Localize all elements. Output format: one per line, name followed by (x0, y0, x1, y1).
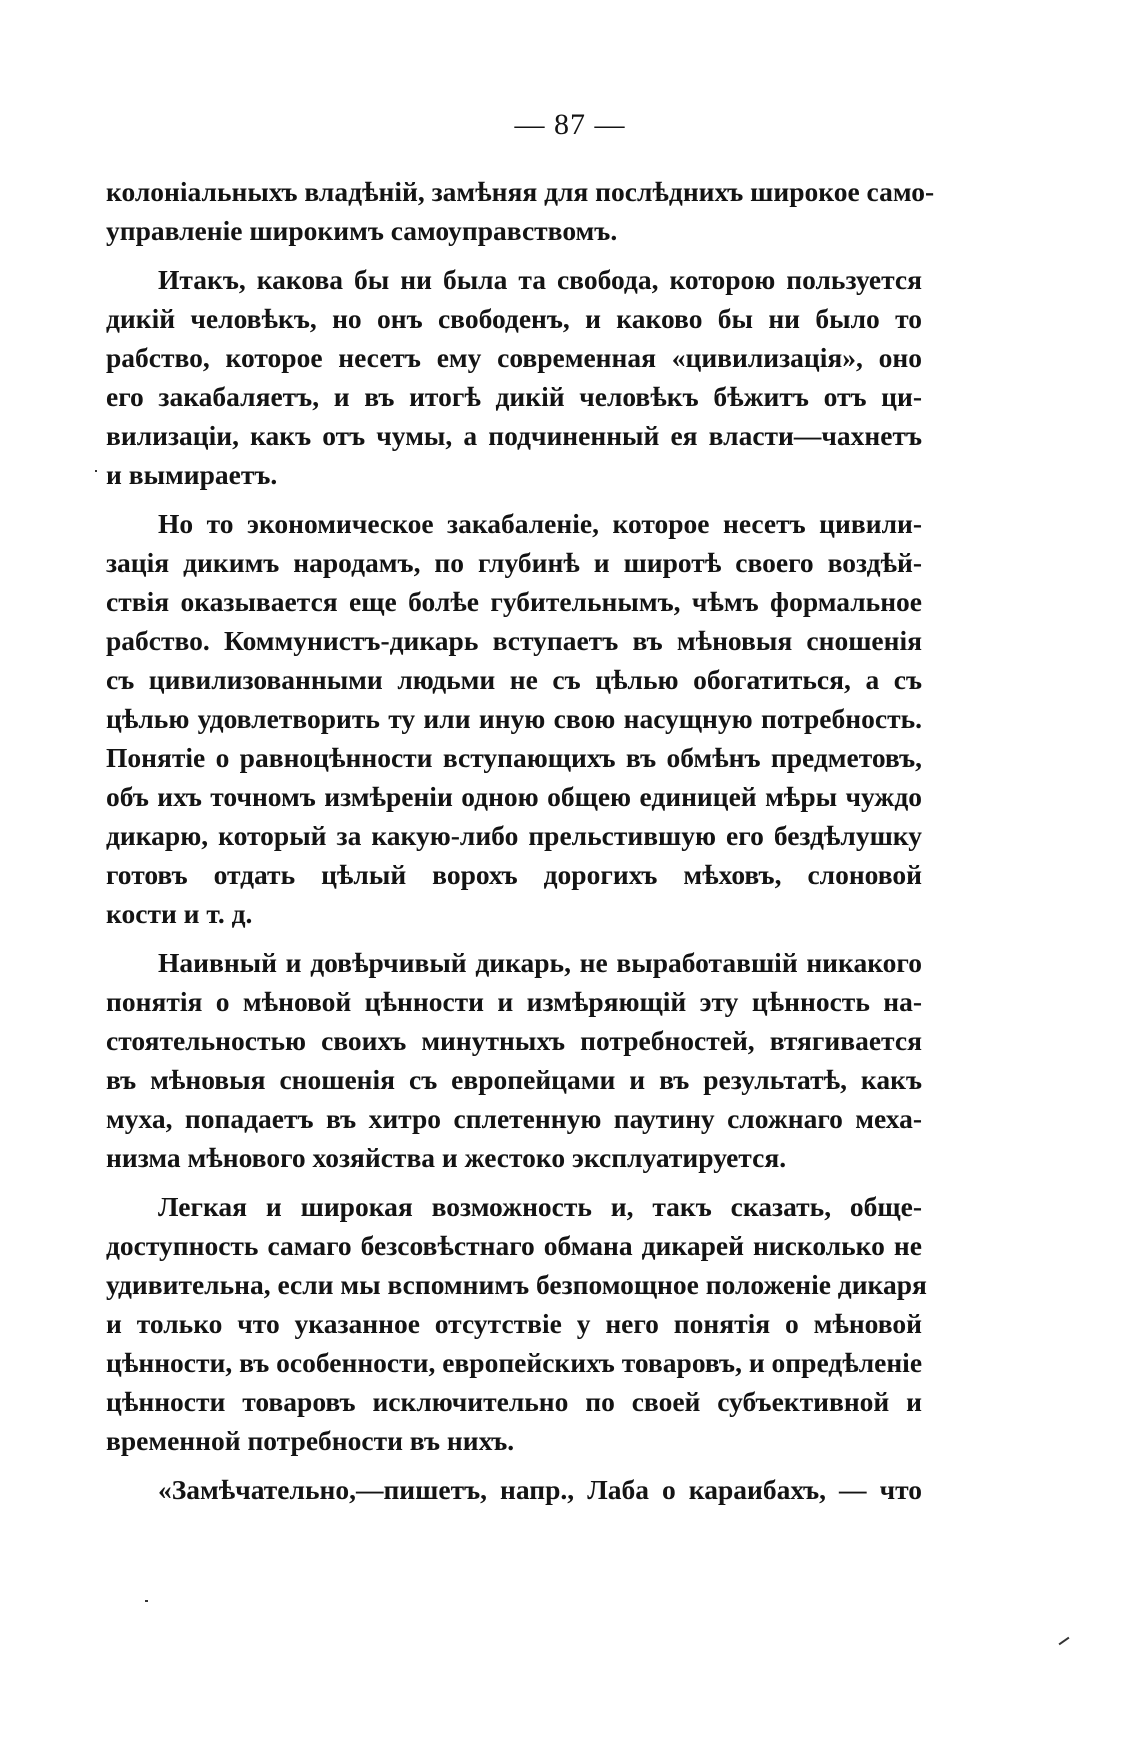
text-line: и вымираетъ. (106, 459, 278, 490)
text-line: цѣнности, въ особенности, европейскихъ товаровъ, и опредѣленіе (106, 1347, 923, 1378)
paragraph (106, 943, 922, 1177)
text-line: Понятіе о равноцѣнности вступающихъ въ обмѣнъ предметовъ, (106, 742, 922, 773)
text-line: муха, попадаетъ въ хитро сплетенную паутину сложнаго меха- (106, 1103, 922, 1134)
paragraph (106, 260, 922, 494)
text-line: колоніальныхъ владѣній, замѣняя для послѣднихъ широкое само- (106, 176, 935, 207)
text-line: временной потребности въ нихъ. (106, 1425, 515, 1456)
paragraph (106, 504, 922, 933)
text-line: Наивный и довѣрчивый дикарь, не выработавшій никакого (158, 947, 922, 978)
text-line: дикій человѣкъ, но онъ свободенъ, и каково бы ни было то (106, 303, 922, 334)
text-line: въ мѣновыя сношенія съ европейцами и въ результатѣ, какъ (106, 1064, 922, 1095)
text-line: объ ихъ точномъ измѣреніи одною общею единицей мѣры чуждо (106, 781, 922, 812)
text-line: цѣлью удовлетворить ту или иную свою насущную потребность. (106, 703, 922, 734)
text-line: понятія о мѣновой цѣнности и измѣряющій эту цѣнность на- (106, 986, 922, 1017)
text-line: дикарю, который за какую-либо прельстившую его бездѣлушку (106, 820, 922, 851)
scan-speck (145, 1600, 148, 1602)
text-line: Но то экономическое закабаленіе, которое несетъ цивили- (158, 508, 922, 539)
text-line: Итакъ, какова бы ни была та свобода, которою пользуется (158, 264, 922, 295)
body-text (106, 172, 935, 1509)
text-line: вилизаціи, какъ отъ чумы, а подчиненный ея власти—чахнетъ (106, 420, 922, 451)
text-line: его закабаляетъ, и въ итогѣ дикій человѣкъ бѣжитъ отъ ци- (106, 381, 922, 412)
text-line: готовъ отдать цѣлый ворохъ дорогихъ мѣховъ, слоновой (106, 859, 922, 890)
text-line: зація дикимъ народамъ, по глубинѣ и широтѣ своего воздѣй- (106, 547, 922, 578)
text-line: Легкая и широкая возможность и, такъ сказать, обще- (158, 1191, 922, 1222)
page-number: — 87 — (514, 108, 626, 141)
text-line: рабство, которое несетъ ему современная «цивилизація», оно (106, 342, 922, 373)
text-line: удивительна, если мы вспомнимъ безпомощное положеніе дикаря (106, 1269, 927, 1300)
scan-speck (1059, 1637, 1070, 1646)
text-line: низма мѣнового хозяйства и жестоко эксплуатируется. (106, 1142, 787, 1173)
scan-speck (95, 470, 97, 472)
text-line: стоятельностью своихъ минутныхъ потребностей, втягивается (106, 1025, 922, 1056)
text-line: «Замѣчательно,—пишетъ, напр., Лаба о караибахъ, — что (158, 1474, 922, 1505)
text-line: кости и т. д. (106, 898, 253, 929)
text-line: доступность самаго безсовѣстнаго обмана дикарей нисколько не (106, 1230, 922, 1261)
text-line: ствія оказывается еще болѣе губительнымъ, чѣмъ формальное (106, 586, 922, 617)
paragraph (106, 1187, 927, 1460)
paragraph (106, 172, 935, 250)
text-line: цѣнности товаровъ исключительно по своей субъективной и (106, 1386, 922, 1417)
text-line: и только что указанное отсутствіе у него понятія о мѣновой (106, 1308, 922, 1339)
paragraph (106, 1470, 922, 1509)
text-line: съ цивилизованными людьми не съ цѣлью обогатиться, а съ (106, 664, 922, 695)
text-line: рабство. Коммунистъ-дикарь вступаетъ въ мѣновыя сношенія (106, 625, 922, 656)
text-line: управленіе широкимъ самоуправствомъ. (106, 215, 618, 246)
